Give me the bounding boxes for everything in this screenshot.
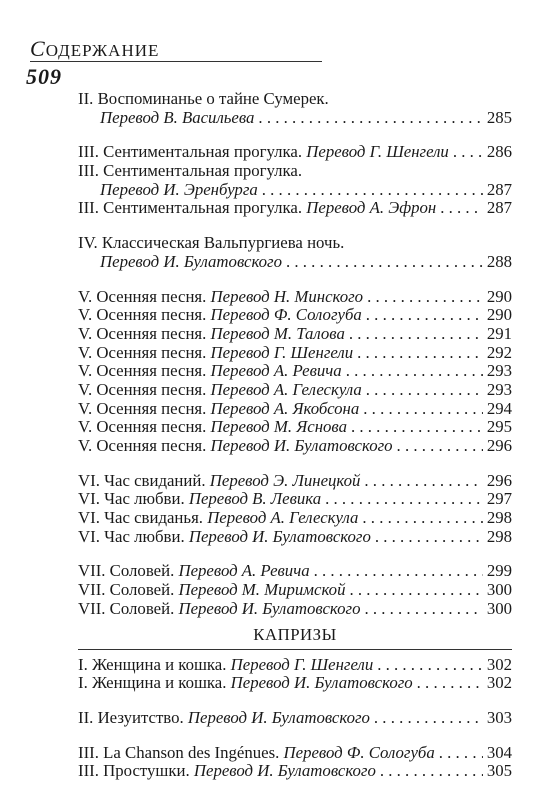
- toc-entry: [78, 709, 512, 728]
- entry-poem-title: V. Осенняя песня.: [78, 305, 211, 325]
- entry-page-number: 291: [486, 323, 512, 343]
- entry-translator: Перевод Г. Шенгели: [230, 654, 374, 674]
- entry-poem-title: VI. Час любви.: [78, 489, 189, 509]
- entry-poem-title: III. Сентиментальная прогулка.: [78, 161, 303, 181]
- toc-entry: [78, 90, 512, 109]
- toc-entry: [78, 306, 512, 325]
- toc-entry: [78, 362, 512, 381]
- entry-translator: Перевод А. Якобсона: [210, 398, 360, 418]
- entry-page-number: 285: [486, 107, 512, 127]
- toc-entry: [78, 288, 512, 307]
- group-gap: [78, 546, 512, 562]
- entry-page-number: 303: [486, 707, 512, 727]
- entry-poem-title: III. Простушки.: [78, 761, 194, 781]
- group-gap: [78, 127, 512, 143]
- toc-entry: [78, 600, 512, 619]
- header-title-rest: ОДЕРЖАНИЕ: [45, 41, 160, 60]
- entry-title: [78, 143, 449, 162]
- entry-page-number: 304: [486, 742, 512, 762]
- entry-translator: Перевод А. Гелескула: [207, 508, 359, 528]
- entry-translator: Перевод А. Эфрон: [306, 198, 437, 218]
- group-gap: [78, 272, 512, 288]
- toc-entry: [78, 143, 512, 162]
- toc-entry: [78, 234, 512, 253]
- entry-translator: Перевод А. Ревича: [210, 361, 342, 381]
- entry-page-number: 298: [486, 526, 512, 546]
- entry-page-number: 293: [486, 361, 512, 381]
- entry-title: [78, 381, 362, 400]
- entry-translator: Перевод В. Левика: [188, 489, 322, 509]
- dot-leader: [375, 528, 483, 547]
- toc-entry: [78, 181, 512, 200]
- dot-leader: [377, 656, 483, 675]
- dot-leader: [351, 418, 483, 437]
- entry-title: [78, 490, 321, 509]
- group-gap: [78, 456, 512, 472]
- entry-translator: Перевод И. Булатовского: [187, 707, 370, 727]
- running-header: [30, 36, 159, 62]
- section-rule: [78, 649, 512, 650]
- entry-title: [100, 109, 254, 128]
- dot-leader: [325, 490, 483, 509]
- toc-entry: [78, 109, 512, 128]
- toc-entry: [78, 400, 512, 419]
- entry-title: [78, 437, 393, 456]
- entry-translator: Перевод Г. Шенгели: [210, 342, 354, 362]
- entry-poem-title: I. Женщина и кошка.: [78, 654, 231, 674]
- entry-poem-title: V. Осенняя песня.: [78, 342, 211, 362]
- dot-leader: [262, 181, 483, 200]
- entry-title: [78, 400, 359, 419]
- entry-page-number: 288: [486, 251, 512, 271]
- dot-leader: [366, 381, 483, 400]
- entry-poem-title: V. Осенняя песня.: [78, 417, 211, 437]
- dot-leader: [397, 437, 483, 456]
- dot-leader: [314, 562, 483, 581]
- entry-translator: Перевод В. Васильева: [100, 107, 255, 127]
- entry-title: [100, 253, 282, 272]
- toc-entry: [78, 509, 512, 528]
- dot-leader: [349, 581, 482, 600]
- toc-entry: [78, 418, 512, 437]
- entry-poem-title: VI. Час свиданий.: [78, 470, 210, 490]
- entry-title: [78, 199, 436, 218]
- toc-entry: [78, 490, 512, 509]
- dot-leader: [357, 344, 483, 363]
- entry-title: [78, 472, 360, 491]
- dot-leader: [349, 325, 483, 344]
- entry-page-number: 287: [486, 198, 512, 218]
- entry-translator: Перевод М. Миримской: [178, 580, 346, 600]
- toc-entry: [78, 656, 512, 675]
- toc-entry: [78, 528, 512, 547]
- entry-poem-title: I. Женщина и кошка.: [78, 673, 231, 693]
- entry-translator: Перевод И. Эренбурга: [100, 179, 258, 199]
- entry-translator: Перевод И. Булатовского: [100, 251, 282, 271]
- entry-poem-title: II. Воспоминанье о тайне Сумерек.: [78, 89, 329, 108]
- entry-translator: Перевод М. Талова: [210, 323, 345, 343]
- toc-entry: [78, 472, 512, 491]
- table-of-contents: [78, 90, 512, 781]
- entry-page-number: 305: [486, 761, 512, 781]
- entry-title: [78, 562, 310, 581]
- entry-page-number: 296: [486, 470, 512, 490]
- entry-poem-title: III. Сентиментальная прогулка.: [78, 142, 307, 162]
- toc-entry: [78, 381, 512, 400]
- entry-title: [78, 600, 360, 619]
- entry-page-number: 294: [486, 398, 512, 418]
- header-rule: [30, 61, 322, 62]
- entry-title: [78, 362, 342, 381]
- entry-title: [78, 234, 344, 253]
- entry-title: [78, 581, 345, 600]
- entry-poem-title: IV. Классическая Вальпургиева ночь.: [78, 233, 345, 253]
- entry-translator: Перевод Г. Шенгели: [306, 142, 449, 162]
- toc-entry: [78, 344, 512, 363]
- entry-page-number: 302: [486, 673, 512, 693]
- entry-poem-title: VI. Час свиданья.: [78, 508, 208, 528]
- entry-page-number: 293: [486, 379, 512, 399]
- dot-leader: [258, 109, 482, 128]
- dot-leader: [286, 253, 483, 272]
- dot-leader: [380, 762, 483, 781]
- entry-poem-title: V. Осенняя песня.: [78, 379, 211, 399]
- toc-entry: [78, 581, 512, 600]
- toc-section-list: [78, 656, 512, 781]
- entry-title: [78, 288, 363, 307]
- dot-leader: [440, 199, 483, 218]
- entry-page-number: 302: [486, 654, 512, 674]
- entry-title: [78, 656, 373, 675]
- entry-translator: Перевод А. Ревича: [178, 561, 310, 581]
- entry-page-number: 300: [486, 580, 512, 600]
- entry-page-number: 286: [486, 142, 512, 162]
- dot-leader: [439, 744, 483, 763]
- group-gap: [78, 728, 512, 744]
- entry-title: [78, 325, 345, 344]
- entry-translator: Перевод М. Яснова: [210, 417, 347, 437]
- dot-leader: [374, 709, 483, 728]
- dot-leader: [453, 143, 483, 162]
- toc-entry: [78, 762, 512, 781]
- entry-title: [78, 674, 413, 693]
- entry-title: [78, 344, 353, 363]
- entry-page-number: 296: [486, 436, 512, 455]
- entry-title: [78, 744, 435, 763]
- entry-page-number: 290: [486, 305, 512, 325]
- entry-page-number: 295: [486, 417, 512, 437]
- entry-poem-title: III. La Chanson des Ingénues.: [78, 742, 284, 762]
- entry-page-number: 287: [486, 179, 512, 199]
- entry-translator: Перевод И. Булатовского: [193, 761, 376, 781]
- entry-title: [78, 528, 371, 547]
- entry-poem-title: III. Сентиментальная прогулка.: [78, 198, 307, 218]
- entry-title: [78, 90, 329, 109]
- entry-title: [78, 709, 370, 728]
- entry-title: [78, 306, 362, 325]
- toc-entry: [78, 162, 512, 181]
- toc-entry: [78, 325, 512, 344]
- entry-page-number: 300: [486, 598, 512, 618]
- entry-title: [78, 762, 376, 781]
- entry-poem-title: VII. Соловей.: [78, 598, 179, 618]
- header-initial: С: [30, 36, 46, 61]
- entry-translator: Перевод И. Булатовского: [188, 526, 371, 546]
- entry-translator: Перевод И. Булатовского: [210, 436, 393, 455]
- entry-poem-title: V. Осенняя песня.: [78, 323, 211, 343]
- entry-page-number: 297: [486, 489, 512, 509]
- toc-entry: [78, 437, 512, 456]
- entry-translator: Перевод И. Булатовского: [178, 598, 361, 618]
- section-title: КАПРИЗЫ: [253, 624, 337, 644]
- entry-poem-title: VI. Час любви.: [78, 526, 189, 546]
- entry-title: [100, 181, 258, 200]
- entry-translator: Перевод И. Булатовского: [230, 673, 413, 693]
- entry-poem-title: V. Осенняя песня.: [78, 361, 211, 381]
- entry-poem-title: II. Иезуитство.: [78, 707, 188, 727]
- toc-entry: [78, 253, 512, 272]
- entry-title: [78, 509, 358, 528]
- toc-entry: [78, 744, 512, 763]
- group-gap: [78, 693, 512, 709]
- entry-translator: Перевод Э. Линецкой: [209, 470, 361, 490]
- dot-leader: [366, 306, 483, 325]
- toc-entry: [78, 562, 512, 581]
- entry-poem-title: VII. Соловей.: [78, 561, 179, 581]
- entry-translator: Перевод А. Гелескула: [210, 379, 362, 399]
- dot-leader: [364, 600, 482, 619]
- dot-leader: [417, 674, 483, 693]
- entry-title: [78, 418, 347, 437]
- entry-translator: Перевод Н. Минского: [210, 286, 364, 306]
- group-gap: [78, 218, 512, 234]
- entry-translator: Перевод Ф. Сологуба: [210, 305, 362, 325]
- entry-page-number: 292: [486, 342, 512, 362]
- toc-entry: [78, 199, 512, 218]
- entry-poem-title: V. Осенняя песня.: [78, 436, 211, 455]
- toc-main-list: [78, 90, 512, 619]
- entry-page-number: 290: [486, 286, 512, 306]
- toc-entry: [78, 674, 512, 693]
- page-number: 509: [26, 64, 62, 89]
- entry-page-number: 299: [486, 561, 512, 581]
- entry-title: [78, 162, 302, 181]
- dot-leader: [364, 472, 482, 491]
- entry-poem-title: V. Осенняя песня.: [78, 398, 211, 418]
- dot-leader: [367, 288, 483, 307]
- entry-page-number: 298: [486, 508, 512, 528]
- dot-leader: [362, 509, 482, 528]
- dot-leader: [346, 362, 483, 381]
- entry-poem-title: V. Осенняя песня.: [78, 286, 211, 306]
- entry-translator: Перевод Ф. Сологуба: [283, 742, 435, 762]
- entry-poem-title: VII. Соловей.: [78, 580, 179, 600]
- dot-leader: [363, 400, 483, 419]
